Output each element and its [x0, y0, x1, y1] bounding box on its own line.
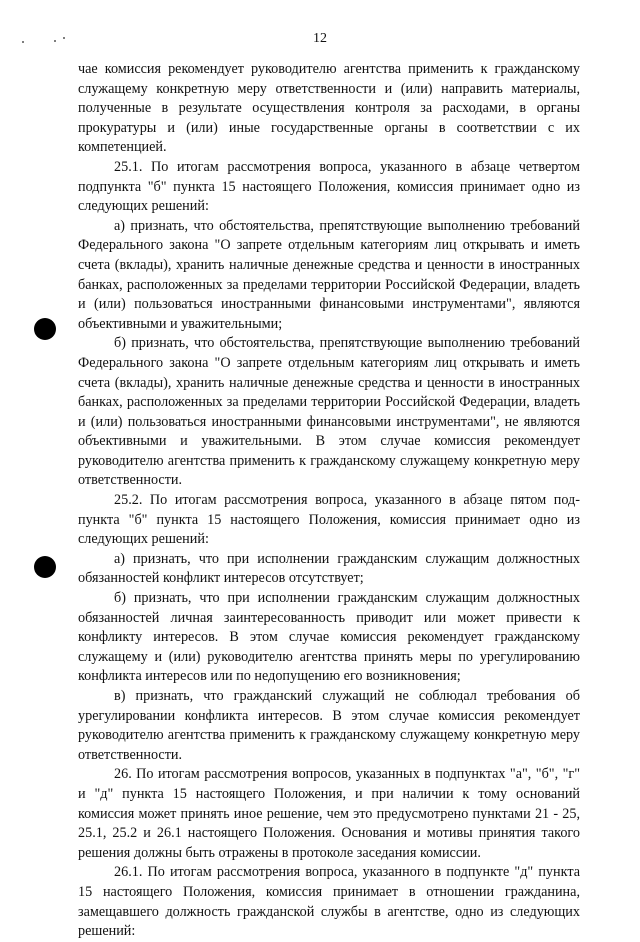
document-body — [78, 60, 580, 942]
punch-hole — [34, 556, 56, 578]
paragraph-26-1: 26.1. По итогам рассмотрения вопроса, указанного в подпункте "д" пункта 15 настоящего Положения, комиссия принимает в отношении гражданина, замещавшего должность гражданской службы в агентстве, одно из следующих решений: — [78, 864, 580, 940]
paragraph-25-2-b: б) признать, что при исполнении гражданским служащим должностных обязанностей личная заинтересованность приводит или может привести к конфликту интересов. В этом случае комиссия рекомендует гражданскому служащему и (или) руководителю агентства принять меры по урегулированию конфликта интересов или по недопущению его возникновения; — [78, 590, 580, 685]
paragraph-25-1-b: б) признать, что обстоятельства, препятствующие выполнению требований Федерального закона "О запрете отдельным категориям лиц открывать и иметь счета (вклады), хранить наличные денежные средства и ценности в иностранных банках, расположенных за пределами территории Российской Федерации, владеть и (или) пользоваться иностранными финансовыми инструментами", не являются объективными и уважительными. В этом случае комиссия рекомендует руководителю агентства применить к гражданскому служащему конкретную меру ответственности. — [78, 335, 580, 489]
punch-hole — [34, 318, 56, 340]
paragraph-25-2: 25.2. По итогам рассмотрения вопроса, указанного в абзаце пятом подпункта "б" пункта 15 настоящего Положения, комиссия принимает одно из следующих решений: — [78, 492, 580, 548]
page-number: 12 — [313, 31, 327, 46]
paragraph-continuation: чае комиссия рекомендует руководителю агентства применить к гражданскому служащему конкретную меру ответственности и (или) направить материалы, полученные в результате осуществления контроля за расходами, в органы прокуратуры и (или) иные государственные органы в соответствии с их компетенцией. — [78, 61, 580, 156]
paragraph-25-1: 25.1. По итогам рассмотрения вопроса, указанного в абзаце четвертом подпункта "б" пункта 15 настоящего Положения, комиссия принимает одно из следующих решений: — [78, 158, 580, 215]
paragraph-25-1-a: а) признать, что обстоятельства, препятствующие выполнению требований Федерального закона "О запрете отдельным категориям лиц открывать и иметь счета (вклады), хранить наличные денежные средства и ценности в иностранных банках, расположенных за пределами территории Российской Федерации, владеть и (или) пользоваться иностранными финансовыми инструментами", являются объективными и уважительными; — [78, 217, 580, 332]
paragraph-25-2-v: в) признать, что гражданский служащий не соблюдал требования об урегулировании конфликта интересов. В этом случае комиссия рекомендует руководителю агентства применить к гражданскому служащему конкретную меру ответственности. — [78, 688, 580, 763]
paragraph-25-2-a: а) признать, что при исполнении гражданским служащим должностных обязанностей конфликт интересов отсутствует; — [78, 550, 580, 587]
paragraph-26: 26. По итогам рассмотрения вопросов, указанных в подпунктах "а", "б", "г" и "д" пункта 15 настоящего Положения, и при наличии к тому оснований комиссия может принять иное решение, чем это предусмотрено пунктами 21 - 25, 25.1, 25.2 и 26.1 настоящего Положения. Основания и мотивы принятия такого решения должны быть отражены в протоколе заседания комиссии. — [78, 766, 580, 861]
